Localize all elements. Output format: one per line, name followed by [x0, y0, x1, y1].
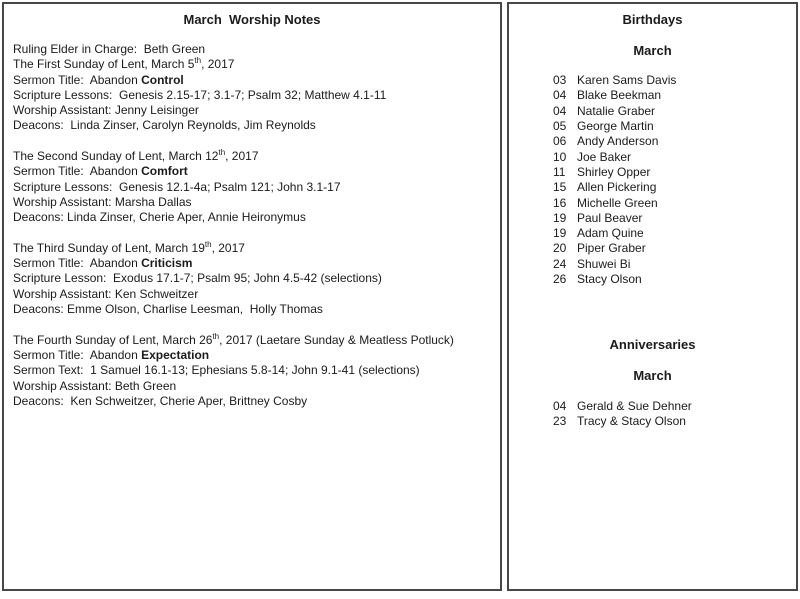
worship-line — [13, 195, 491, 210]
sermon-theme-text: Expectation — [141, 347, 210, 362]
birthday-entry — [509, 150, 796, 165]
worship-line — [13, 210, 491, 225]
worship-notes-panel — [2, 2, 502, 591]
entry-day: 19 — [553, 226, 567, 241]
worship-line — [13, 164, 491, 179]
entry-name: Natalie Graber — [577, 103, 656, 118]
entry-day: 24 — [553, 256, 567, 271]
worship-notes-title: March Worship Notes — [183, 12, 321, 27]
birthday-entry — [509, 134, 796, 149]
entry-day: 26 — [553, 272, 567, 287]
birthday-entry — [509, 211, 796, 226]
ordinal-suffix: th — [194, 56, 202, 66]
worship-block — [13, 42, 491, 134]
sermon-theme-text: Comfort — [141, 164, 188, 179]
worship-block — [13, 149, 491, 225]
entry-name: Paul Beaver — [577, 210, 643, 225]
text-segment: Scripture Lessons: Genesis 12.1-4a; Psalm 121; John 3.1-17 — [13, 179, 341, 194]
entry-name: Stacy Olson — [577, 272, 642, 287]
text-segment: Worship Assistant: Marsha Dallas — [13, 194, 192, 209]
birthday-entry — [509, 272, 796, 287]
text-segment: The Fourth Sunday of Lent, March 26 — [13, 332, 213, 347]
worship-block — [13, 333, 491, 409]
text-segment: Scripture Lessons: Genesis 2.15-17; 3.1-7; Psalm 32; Matthew 4.1-11 — [13, 87, 387, 102]
text-segment: The First Sunday of Lent, March 5 — [13, 57, 195, 72]
entry-name: Karen Sams Davis — [577, 73, 677, 88]
text-segment: Sermon Title: Abandon — [13, 72, 142, 87]
text-segment: Sermon Title: Abandon — [13, 347, 142, 362]
text-segment: , 2017 — [225, 149, 259, 164]
entry-name: Tracy & Stacy Olson — [577, 413, 686, 428]
ordinal-suffix: th — [204, 239, 212, 249]
birthday-entry — [509, 165, 796, 180]
entry-day: 04 — [553, 103, 567, 118]
birthday-entry — [509, 119, 796, 134]
birthday-entry — [509, 196, 796, 211]
entry-name: Gerald & Sue Dehner — [577, 398, 692, 413]
worship-line — [13, 271, 491, 286]
worship-line — [13, 149, 491, 164]
text-segment: Worship Assistant: Jenny Leisinger — [13, 103, 199, 118]
text-segment: Deacons: Emme Olson, Charlise Leesman, Holly Thomas — [13, 302, 323, 317]
entry-day: 16 — [553, 195, 567, 210]
entry-name: Shirley Opper — [577, 164, 651, 179]
entry-day: 11 — [553, 164, 566, 179]
entry-name: Adam Quine — [577, 226, 644, 241]
worship-line — [13, 333, 491, 348]
entry-day: 19 — [553, 210, 567, 225]
events-panel — [507, 2, 798, 591]
birthday-entry — [509, 73, 796, 88]
entry-name: Andy Anderson — [577, 134, 659, 149]
anniversaries-title: Anniversaries — [609, 337, 696, 353]
entry-day: 20 — [553, 241, 567, 256]
anniversaries-month-label: March — [633, 367, 672, 383]
worship-line — [13, 103, 491, 118]
entry-name: Piper Graber — [577, 241, 646, 256]
text-segment: Deacons: Ken Schweitzer, Cherie Aper, Brittney Cosby — [13, 393, 308, 408]
worship-line — [13, 180, 491, 195]
birthday-entry — [509, 226, 796, 241]
worship-line — [13, 241, 491, 256]
entry-day: 23 — [553, 413, 567, 428]
entry-name: Blake Beekman — [577, 88, 662, 103]
text-segment: Sermon Text: 1 Samuel 16.1-13; Ephesians 5.8-14; John 9.1-41 (selections) — [13, 363, 420, 378]
worship-line — [13, 287, 491, 302]
birthday-entry — [509, 257, 796, 272]
sermon-theme-text: Control — [141, 72, 184, 87]
worship-line — [13, 363, 491, 378]
birthday-entry — [509, 88, 796, 103]
worship-line — [13, 88, 491, 103]
text-segment: The Second Sunday of Lent, March 12 — [13, 149, 219, 164]
entry-name: Shuwei Bi — [577, 256, 631, 271]
text-segment: Worship Assistant: Beth Green — [13, 378, 177, 393]
entry-name: Michelle Green — [577, 195, 658, 210]
anniversary-entry — [509, 414, 796, 429]
entry-name: Allen Pickering — [577, 180, 657, 195]
text-segment: Sermon Title: Abandon — [13, 164, 142, 179]
entry-day: 04 — [553, 88, 567, 103]
birthdays-list — [509, 73, 796, 287]
sermon-theme-text: Criticism — [141, 256, 193, 271]
worship-line — [13, 302, 491, 317]
birthday-entry — [509, 241, 796, 256]
entry-day: 06 — [553, 134, 567, 149]
entry-day: 05 — [553, 119, 567, 134]
text-segment: , 2017 (Laetare Sunday & Meatless Potluck) — [219, 332, 454, 347]
worship-line — [13, 348, 491, 363]
text-segment: Deacons: Linda Zinser, Carolyn Reynolds, Jim Reynolds — [13, 118, 316, 133]
worship-line — [13, 42, 491, 57]
text-segment: Scripture Lesson: Exodus 17.1-7; Psalm 95; John 4.5-42 (selections) — [13, 271, 382, 286]
worship-block — [13, 241, 491, 317]
text-segment: , 2017 — [211, 240, 245, 255]
birthdays-section — [509, 12, 796, 287]
birthday-entry — [509, 104, 796, 119]
worship-line — [13, 118, 491, 133]
text-segment: Ruling Elder in Charge: Beth Green — [13, 42, 206, 56]
ordinal-suffix: th — [218, 148, 226, 158]
birthday-entry — [509, 180, 796, 195]
worship-line — [13, 256, 491, 271]
worship-line — [13, 394, 491, 409]
text-segment: , 2017 — [201, 57, 235, 72]
entry-name: Joe Baker — [577, 149, 632, 164]
worship-line — [13, 379, 491, 394]
anniversaries-list — [509, 399, 796, 430]
text-segment: Sermon Title: Abandon — [13, 256, 142, 271]
anniversary-entry — [509, 399, 796, 414]
entry-day: 10 — [553, 149, 567, 164]
text-segment: The Third Sunday of Lent, March 19 — [13, 240, 205, 255]
worship-blocks — [13, 42, 491, 409]
birthdays-month-label: March — [633, 42, 672, 58]
birthdays-title: Birthdays — [622, 12, 683, 27]
anniversaries-section — [509, 337, 796, 429]
entry-day: 04 — [553, 398, 567, 413]
worship-line — [13, 73, 491, 88]
entry-name: George Martin — [577, 119, 654, 134]
entry-day: 15 — [553, 180, 567, 195]
entry-day: 03 — [553, 73, 567, 88]
worship-line — [13, 57, 491, 72]
text-segment: Deacons: Linda Zinser, Cherie Aper, Annie Heironymus — [13, 210, 306, 225]
text-segment: Worship Assistant: Ken Schweitzer — [13, 286, 199, 301]
ordinal-suffix: th — [212, 331, 220, 341]
